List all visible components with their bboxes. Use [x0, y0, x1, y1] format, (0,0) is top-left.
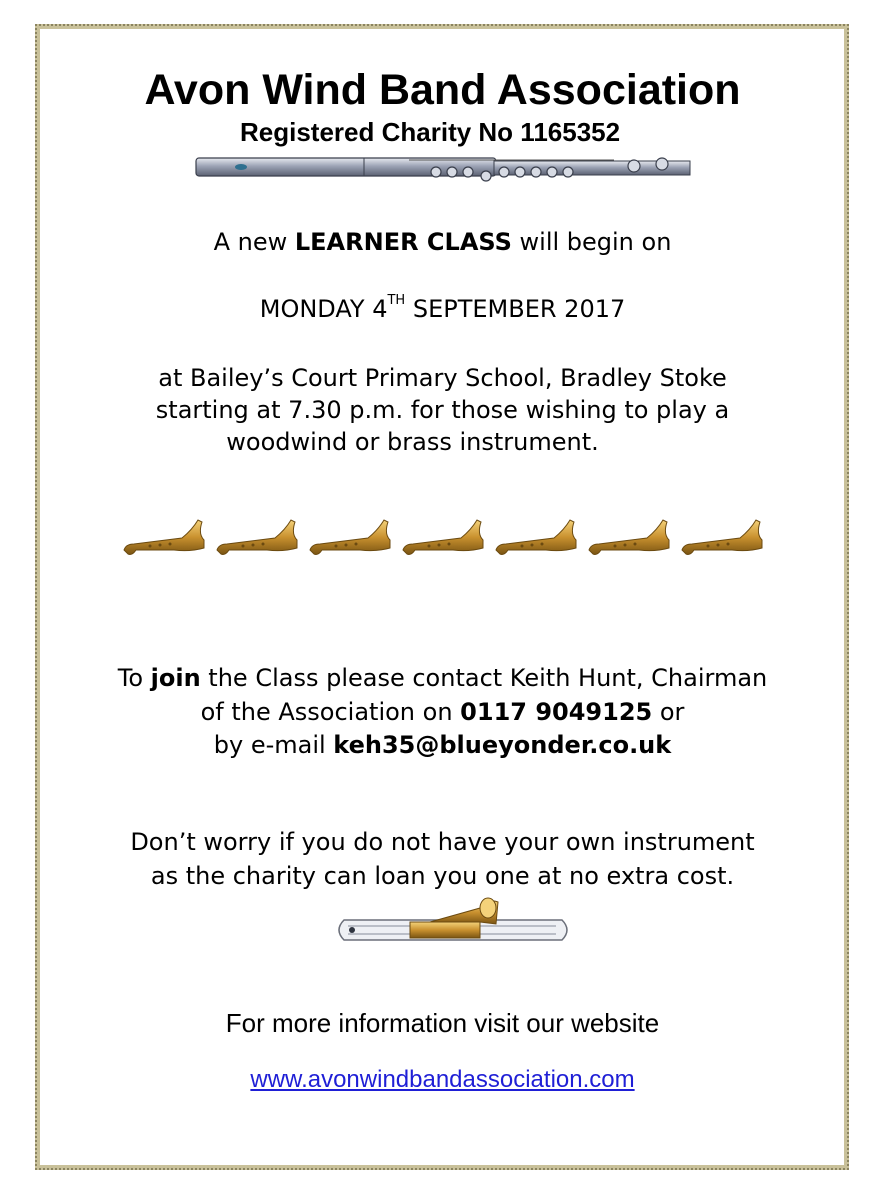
saxophone-icon — [589, 520, 669, 555]
date-text: MONDAY 4 — [259, 295, 388, 323]
poster-border — [35, 24, 849, 1170]
announcement — [0, 228, 885, 256]
join-line-1 — [0, 664, 885, 692]
phone-number: 0117 9049125 — [460, 698, 653, 726]
date-suffix: TH — [387, 293, 406, 308]
website-link[interactable]: www.avonwindbandassociation.com — [250, 1066, 635, 1093]
join-text-end: the Class please contact Keith Hunt, Chairman — [200, 664, 768, 692]
start-date — [0, 295, 885, 323]
flute-icon — [194, 152, 694, 188]
trombone-icon — [330, 896, 575, 952]
saxophone-icon — [496, 520, 576, 555]
join-text-end: or — [652, 698, 685, 726]
email-address: keh35@blueyonder.co.uk — [333, 731, 672, 759]
announcement-bold: LEARNER CLASS — [294, 228, 512, 256]
saxophone-icon — [682, 520, 762, 555]
join-bold: join — [150, 664, 201, 692]
venue-line-1: at Bailey’s Court Primary School, Bradley Stoke — [158, 364, 727, 392]
join-line-3 — [0, 731, 885, 759]
saxophone-icon — [310, 520, 390, 555]
website-intro: For more information visit our website — [225, 1008, 660, 1038]
loan-line-1: Don’t worry if you do not have your own instrument — [130, 828, 755, 856]
saxophone-row — [120, 516, 770, 561]
charity-number: Registered Charity No 1165352 — [240, 117, 621, 147]
date-text-end: SEPTEMBER 2017 — [405, 295, 626, 323]
join-line-2 — [0, 698, 885, 726]
saxophone-icon — [124, 520, 204, 555]
venue-line-3: woodwind or brass instrument. — [226, 428, 599, 456]
loan-line-2: as the charity can loan you one at no extra cost. — [150, 862, 735, 890]
join-text: of the Association on — [200, 698, 461, 726]
announcement-text: A new — [213, 228, 295, 256]
poster-title: Avon Wind Band Association — [144, 66, 741, 114]
join-text: by e-mail — [213, 731, 334, 759]
saxophone-icon — [217, 520, 297, 555]
saxophone-icon — [403, 520, 483, 555]
announcement-text-end: will begin on — [511, 228, 672, 256]
join-text: To — [117, 664, 151, 692]
venue-line-2: starting at 7.30 p.m. for those wishing to play a — [155, 396, 730, 424]
